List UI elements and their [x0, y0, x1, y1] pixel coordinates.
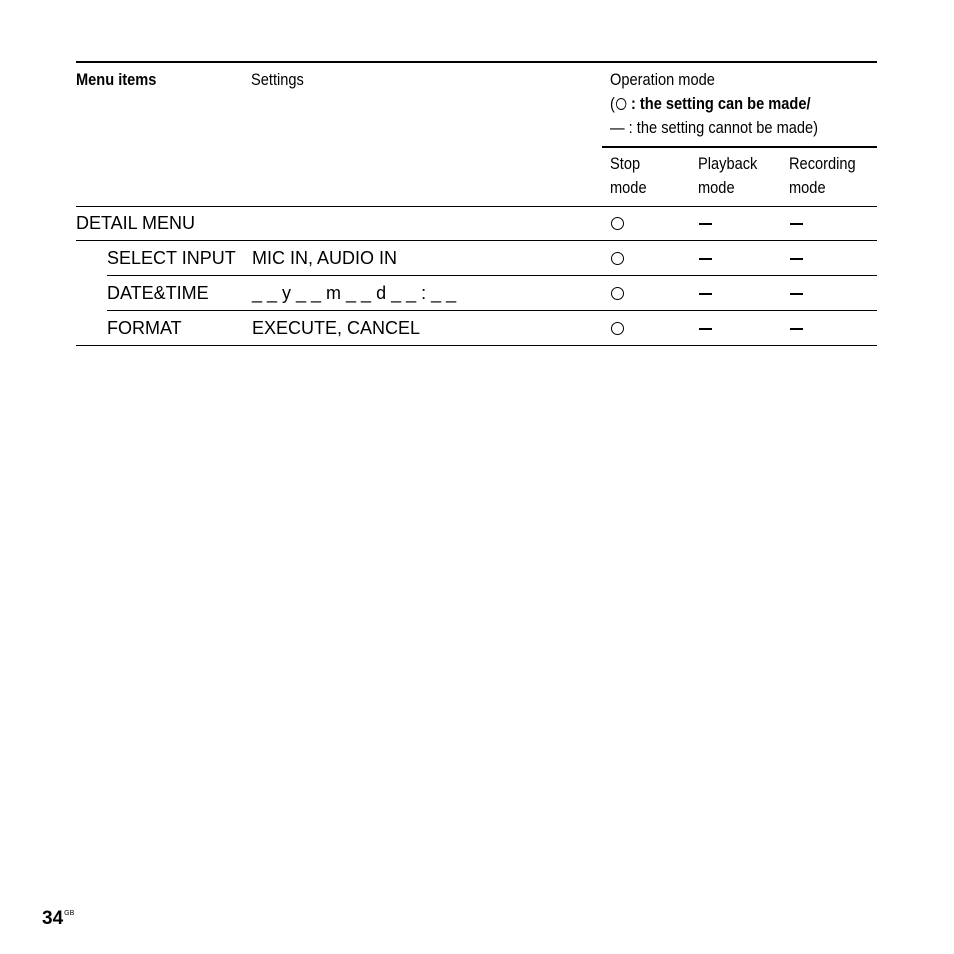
dash-icon: [790, 258, 803, 260]
dash-icon: [699, 328, 712, 330]
row-format-setting: EXECUTE, CANCEL: [252, 318, 421, 338]
table-bottom-rule: [76, 345, 877, 346]
circle-icon: [616, 98, 626, 110]
row-rule: [107, 275, 877, 276]
row-date-time-item: DATE&TIME: [107, 283, 209, 303]
dash-icon: [790, 293, 803, 295]
circle-icon: [611, 217, 624, 230]
dash-icon: [790, 328, 803, 330]
recording-line1: Recording: [789, 154, 856, 173]
page-number-value: 34: [42, 908, 64, 929]
row-select-input-item: SELECT INPUT: [107, 248, 236, 268]
page-number: [42, 908, 74, 930]
playback-line2: mode: [698, 178, 735, 197]
header-legend-cannot: — : the setting cannot be made): [610, 118, 819, 137]
table-top-rule: [76, 61, 877, 63]
dash-icon: [699, 293, 712, 295]
circle-icon: [611, 322, 624, 335]
dash-icon: [699, 223, 712, 225]
legend-can-text: : the setting can be made/: [626, 94, 811, 113]
operation-mode-sub-rule: [602, 146, 877, 148]
circle-icon: [611, 287, 624, 300]
header-operation-mode: Operation mode: [610, 70, 715, 89]
recording-line2: mode: [789, 178, 826, 197]
row-date-time-setting: _ _ y _ _ m _ _ d _ _ : _ _: [252, 283, 457, 303]
row-rule: [76, 240, 877, 241]
circle-icon: [611, 252, 624, 265]
header-stop-mode: [610, 152, 647, 200]
row-select-input-setting: MIC IN, AUDIO IN: [252, 248, 398, 268]
header-settings: Settings: [251, 70, 304, 89]
legend-paren: (: [610, 94, 615, 113]
row-format-item: FORMAT: [107, 318, 182, 338]
header-bottom-rule: [76, 206, 877, 207]
header-playback-mode: [698, 152, 757, 200]
header-menu-items: Menu items: [76, 70, 157, 89]
playback-line1: Playback: [698, 154, 758, 173]
stop-line2: mode: [610, 178, 647, 197]
row-detail-menu-item: DETAIL MENU: [76, 213, 196, 233]
header-recording-mode: [789, 152, 856, 200]
stop-line1: Stop: [610, 154, 641, 173]
page-number-suffix: GB: [64, 910, 75, 917]
header-legend-can: [610, 92, 811, 116]
row-rule: [107, 310, 877, 311]
dash-icon: [790, 223, 803, 225]
dash-icon: [699, 258, 712, 260]
